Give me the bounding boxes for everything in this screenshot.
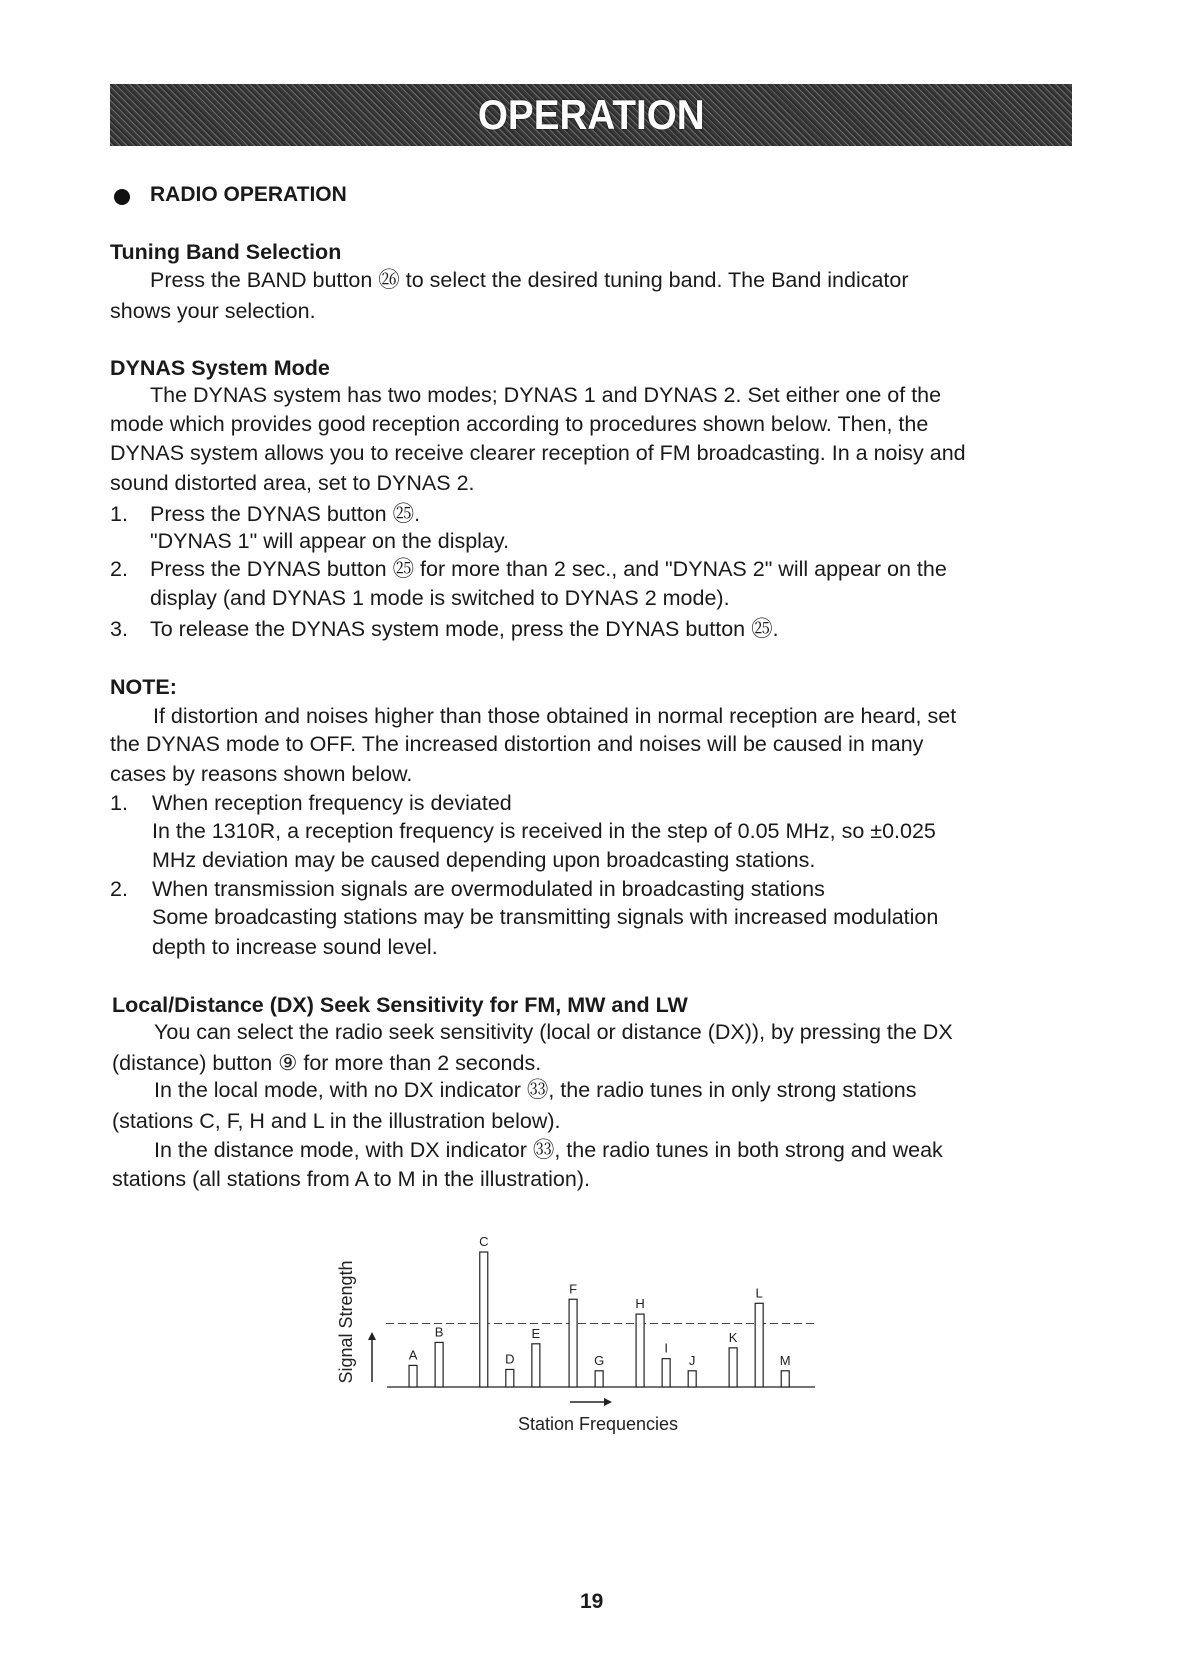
- bar-label-j: J: [688, 1352, 696, 1368]
- bar-label-a: A: [408, 1347, 418, 1363]
- bar-e: [532, 1344, 540, 1387]
- text-line: depth to increase sound level.: [152, 935, 438, 959]
- section-banner: [110, 84, 1072, 146]
- bar-label-b: B: [434, 1324, 444, 1340]
- text-line: Press the BAND button ㉖ to select the desired tuning band. The Band indicator: [150, 268, 909, 292]
- text-line: stations (all stations from A to M in the illustration).: [112, 1167, 590, 1191]
- bar-label-m: M: [779, 1352, 791, 1368]
- text-line: The DYNAS system has two modes; DYNAS 1 and DYNAS 2. Set either one of the: [150, 383, 942, 407]
- bar-d: [506, 1369, 514, 1387]
- text-line: Some broadcasting stations may be transmitting signals with increased modulation: [152, 905, 939, 929]
- text-line: When transmission signals are overmodulated in broadcasting stations: [152, 877, 825, 901]
- text-line: (distance) button ⑨ for more than 2 seconds.: [112, 1051, 542, 1075]
- text-line: Press the DYNAS button ㉕ for more than 2 sec., and "DYNAS 2" will appear on the: [150, 557, 947, 581]
- bar-label-k: K: [728, 1329, 738, 1345]
- bar-k: [729, 1348, 737, 1387]
- dx-heading: Local/Distance (DX) Seek Sensitivity for FM, MW and LW: [112, 993, 688, 1017]
- bar-j: [688, 1371, 696, 1387]
- text-line: If distortion and noises higher than those obtained in normal reception are heard, set: [153, 704, 957, 728]
- bar-i: [662, 1359, 670, 1387]
- page-number: 19: [580, 1590, 604, 1613]
- step-number: 1.: [110, 502, 128, 526]
- bar-label-f: F: [569, 1281, 578, 1297]
- y-axis-label: Signal Strength: [336, 1260, 356, 1384]
- bar-c: [480, 1252, 488, 1387]
- bar-label-e: E: [531, 1325, 541, 1341]
- text-line: When reception frequency is deviated: [152, 791, 512, 815]
- text-line: In the local mode, with no DX indicator ㉝, the radio tunes in only strong stations: [154, 1078, 917, 1102]
- bar-l: [755, 1303, 763, 1387]
- bar-m: [781, 1371, 789, 1387]
- tuning-heading: Tuning Band Selection: [110, 240, 342, 264]
- note-heading: NOTE:: [110, 675, 177, 699]
- text-line: "DYNAS 1" will appear on the display.: [150, 529, 510, 553]
- text-line: DYNAS system allows you to receive clearer reception of FM broadcasting. In a noisy and: [110, 441, 966, 465]
- text-line: cases by reasons shown below.: [110, 762, 413, 786]
- item-number: 1.: [110, 791, 128, 815]
- item-number: 2.: [110, 877, 128, 901]
- bar-label-d: D: [505, 1351, 515, 1367]
- text-line: MHz deviation may be caused depending upon broadcasting stations.: [152, 848, 816, 872]
- bar-label-c: C: [479, 1234, 489, 1249]
- bar-b: [435, 1342, 443, 1387]
- bullet-icon: [114, 189, 130, 205]
- bar-label-i: I: [664, 1340, 668, 1356]
- text-line: mode which provides good reception according to procedures shown below. Then, the: [110, 412, 929, 436]
- section-title: RADIO OPERATION: [150, 183, 347, 206]
- text-line: shows your selection.: [110, 299, 316, 323]
- bar-label-g: G: [594, 1352, 605, 1368]
- bar-a: [409, 1365, 417, 1387]
- bar-label-l: L: [755, 1285, 763, 1301]
- dynas-heading: DYNAS System Mode: [110, 356, 330, 380]
- bar-label-h: H: [635, 1296, 645, 1312]
- step-number: 3.: [110, 617, 128, 641]
- arrow-right-icon: [604, 1398, 612, 1406]
- x-axis-label: Station Frequencies: [517, 1414, 679, 1434]
- text-line: In the distance mode, with DX indicator ㉝, the radio tunes in both strong and weak: [154, 1138, 943, 1162]
- bar-f: [569, 1299, 577, 1387]
- text-line: You can select the radio seek sensitivity (local or distance (DX)), by pressing the DX: [154, 1020, 953, 1044]
- text-line: sound distorted area, set to DYNAS 2.: [110, 471, 475, 495]
- text-line: Press the DYNAS button ㉕.: [150, 502, 421, 526]
- text-line: (stations C, F, H and L in the illustration below).: [112, 1109, 561, 1133]
- text-line: To release the DYNAS system mode, press the DYNAS button ㉕.: [150, 617, 779, 641]
- bar-g: [595, 1371, 603, 1387]
- step-number: 2.: [110, 557, 128, 581]
- text-line: the DYNAS mode to OFF. The increased distortion and noises will be caused in many: [110, 732, 924, 756]
- arrow-up-icon: [368, 1332, 376, 1340]
- text-line: In the 1310R, a reception frequency is received in the step of 0.05 MHz, so ±0.025: [152, 819, 936, 843]
- bar-h: [636, 1314, 644, 1387]
- text-line: display (and DYNAS 1 mode is switched to DYNAS 2 mode).: [150, 586, 730, 610]
- banner-title: OPERATION: [477, 91, 705, 138]
